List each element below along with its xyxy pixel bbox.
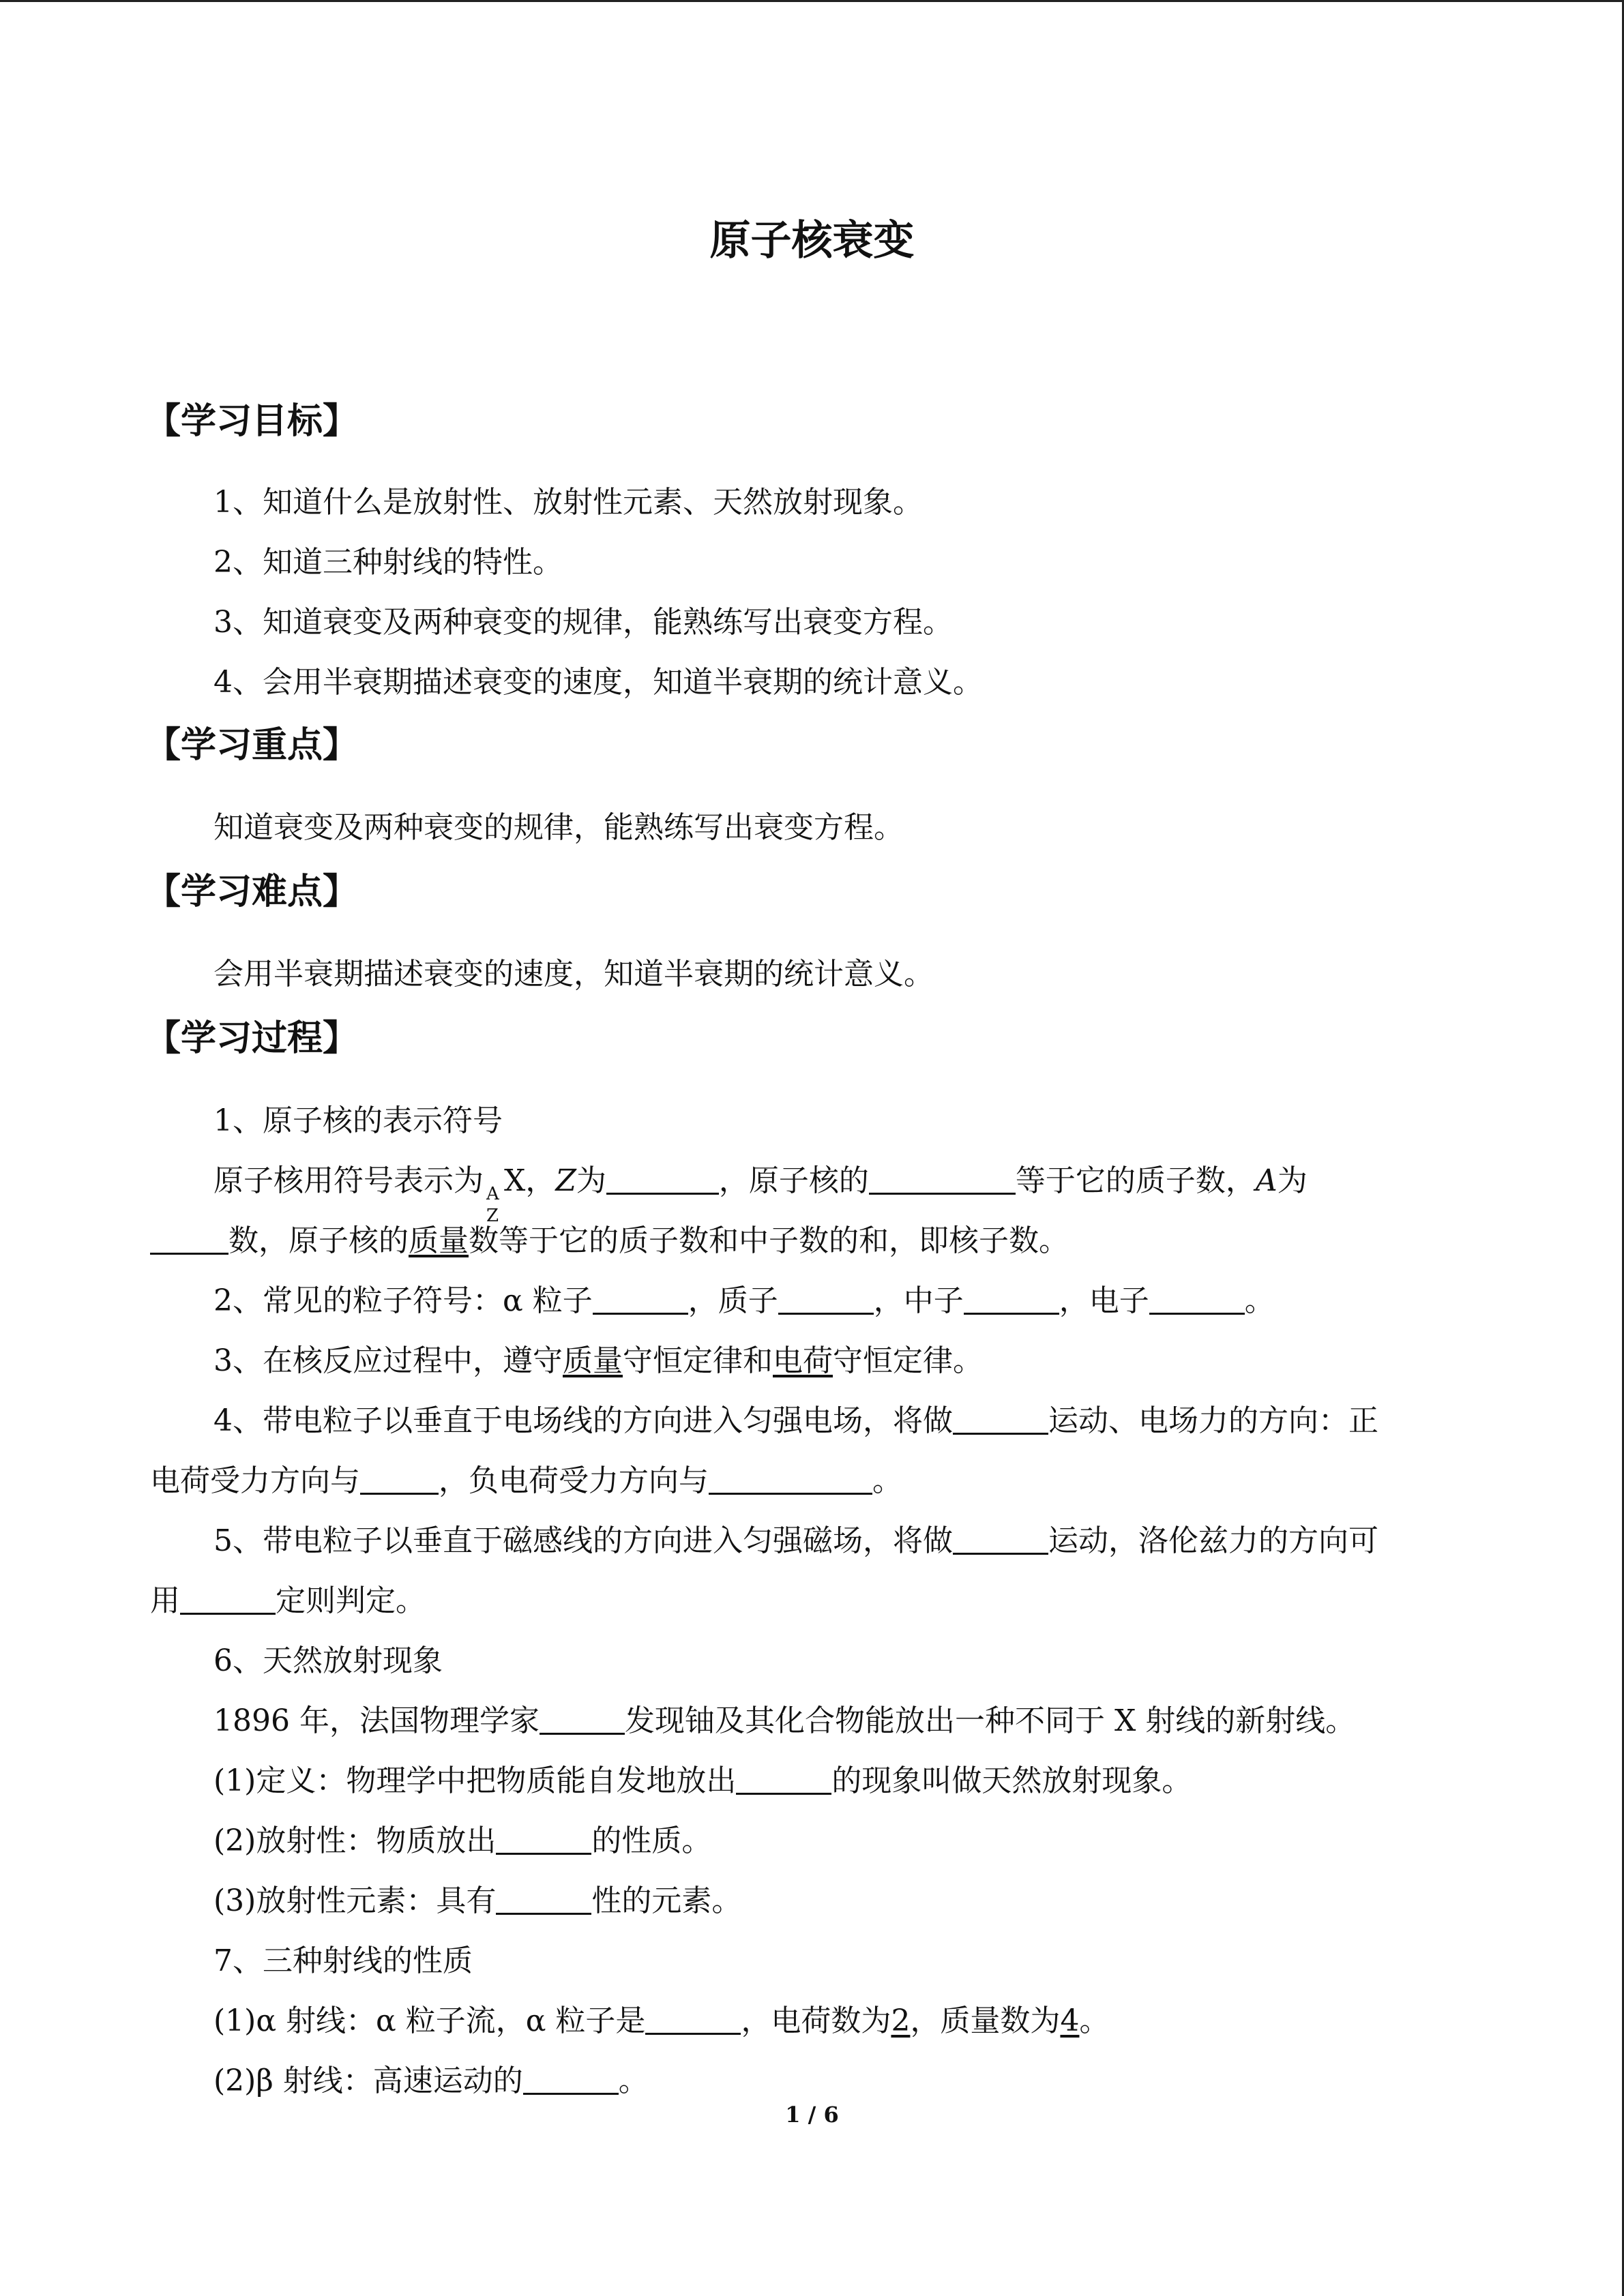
text: ，负电荷受力方向与 <box>439 1463 709 1498</box>
text: 为 <box>576 1163 606 1198</box>
process-item-5-line-a <box>213 1516 1378 1560</box>
goal-item-3: 3、知道衰变及两种衰变的规律，能熟练写出衰变方程。 <box>213 605 953 640</box>
process-item-5-line-b <box>150 1576 426 1620</box>
process-item-6-line-a <box>213 1696 1355 1740</box>
text: Z <box>555 1163 576 1198</box>
process-item-6-line-b <box>213 1756 1192 1800</box>
goal-item-4: 4、会用半衰期描述衰变的速度，知道半衰期的统计意义。 <box>213 665 983 700</box>
text: 运动、电场力的方向：正 <box>1048 1403 1378 1438</box>
difficult-point-text: 会用半衰期描述衰变的速度，知道半衰期的统计意义。 <box>213 957 934 992</box>
underlined-text: 质量 <box>409 1223 469 1258</box>
text: 运动，洛伦兹力的方向可 <box>1048 1523 1378 1558</box>
text: (2)放射性：物质放出 <box>213 1823 497 1858</box>
fill-blank[interactable] <box>736 1763 831 1795</box>
text: (2)β 射线：高速运动的 <box>213 2063 523 2098</box>
fill-blank[interactable] <box>360 1463 439 1495</box>
process-item-4-line-a <box>213 1396 1378 1440</box>
text: 。 <box>618 2063 649 2098</box>
process-item-1-line-b <box>150 1216 1069 1259</box>
atomic-number-sub: Z <box>486 1206 499 1226</box>
underlined-text: 2 <box>891 2003 911 2038</box>
text: 的性质。 <box>591 1823 712 1858</box>
fill-blank[interactable] <box>953 1403 1048 1435</box>
fill-blank[interactable] <box>496 1823 591 1855</box>
text: 守恒定律和 <box>623 1343 773 1378</box>
underlined-text: 质量 <box>563 1343 623 1378</box>
text: (3)放射性元素：具有 <box>213 1883 497 1918</box>
goal-item-2: 2、知道三种射线的特性。 <box>213 545 563 580</box>
process-item-2 <box>213 1276 1275 1320</box>
text: 电荷受力方向与 <box>150 1463 360 1498</box>
process-item-7-heading: 7、三种射线的性质 <box>213 1943 473 1978</box>
text: 2、常见的粒子符号：α 粒子 <box>213 1283 593 1318</box>
fill-blank[interactable] <box>523 2063 619 2095</box>
text: 用 <box>150 1583 180 1618</box>
text: ，质量数为 <box>910 2003 1061 2038</box>
text: 性的元素。 <box>591 1883 742 1918</box>
fill-blank[interactable] <box>964 1283 1059 1315</box>
text: X， <box>504 1163 556 1198</box>
underlined-text: 4 <box>1060 2003 1080 2038</box>
text: 3、在核反应过程中，遵守 <box>213 1343 563 1378</box>
section-heading-key: 【学习重点】 <box>145 725 359 766</box>
text: 等于它的质子数， <box>1015 1163 1256 1198</box>
section-heading-process: 【学习过程】 <box>145 1018 359 1059</box>
fill-blank[interactable] <box>709 1463 872 1495</box>
text: 。 <box>872 1463 902 1498</box>
process-item-6-line-d <box>213 1876 741 1920</box>
text: ，原子核的 <box>718 1163 869 1198</box>
text: 。 <box>1244 1283 1275 1318</box>
mass-number-sup: A <box>486 1184 499 1204</box>
fill-blank[interactable] <box>645 2003 741 2035</box>
text: 1896 年，法国物理学家 <box>213 1703 540 1738</box>
fill-blank[interactable] <box>150 1223 228 1255</box>
process-item-7-line-b <box>213 2056 649 2100</box>
process-item-1-line-a <box>213 1156 1308 1226</box>
fill-blank[interactable] <box>593 1283 688 1315</box>
fill-blank[interactable] <box>496 1883 591 1915</box>
text: 数，原子核的 <box>228 1223 409 1258</box>
text: ，中子 <box>873 1283 964 1318</box>
text: 原子核用符号表示为 <box>213 1163 484 1198</box>
fill-blank[interactable] <box>540 1703 625 1735</box>
text: 5、带电粒子以垂直于磁感线的方向进入匀强磁场，将做 <box>213 1523 953 1558</box>
underlined-text: 电荷 <box>773 1343 833 1378</box>
text: ，电子 <box>1059 1283 1149 1318</box>
process-item-3 <box>213 1336 983 1380</box>
text: 数等于它的质子数和中子数的和，即核子数。 <box>469 1223 1069 1258</box>
text: (1)α 射线：α 粒子流，α 粒子是 <box>213 2003 646 2038</box>
fill-blank[interactable] <box>180 1583 276 1615</box>
fill-blank[interactable] <box>953 1523 1048 1555</box>
page-title: 原子核衰变 <box>709 217 915 265</box>
fill-blank[interactable] <box>778 1283 874 1315</box>
fill-blank[interactable] <box>606 1163 719 1195</box>
text: 4、带电粒子以垂直于电场线的方向进入匀强电场，将做 <box>213 1403 953 1438</box>
page-number: 1 / 6 <box>785 2102 839 2128</box>
text: 为 <box>1277 1163 1308 1198</box>
process-item-1-heading: 1、原子核的表示符号 <box>213 1103 503 1138</box>
text: 的现象叫做天然放射现象。 <box>831 1763 1192 1798</box>
text: 。 <box>1079 2003 1110 2038</box>
text: ，电荷数为 <box>741 2003 891 2038</box>
page-top-border <box>0 0 1624 2</box>
fill-blank[interactable] <box>1149 1283 1245 1315</box>
section-heading-difficult: 【学习难点】 <box>145 871 359 912</box>
section-heading-goals: 【学习目标】 <box>145 401 359 442</box>
process-item-7-line-a <box>213 1996 1109 2040</box>
key-point-text: 知道衰变及两种衰变的规律，能熟练写出衰变方程。 <box>213 810 904 845</box>
process-item-6-heading: 6、天然放射现象 <box>213 1643 443 1678</box>
text: 守恒定律。 <box>833 1343 983 1378</box>
text: ，质子 <box>688 1283 778 1318</box>
process-item-6-line-c <box>213 1816 711 1860</box>
text: 定则判定。 <box>276 1583 426 1618</box>
text: A <box>1255 1163 1278 1198</box>
fill-blank[interactable] <box>869 1163 1016 1195</box>
text: (1)定义：物理学中把物质能自发地放出 <box>213 1763 737 1798</box>
process-item-4-line-b <box>150 1456 902 1500</box>
text: 发现铀及其化合物能放出一种不同于 X 射线的新射线。 <box>624 1703 1356 1738</box>
goal-item-1: 1、知道什么是放射性、放射性元素、天然放射现象。 <box>213 485 923 520</box>
